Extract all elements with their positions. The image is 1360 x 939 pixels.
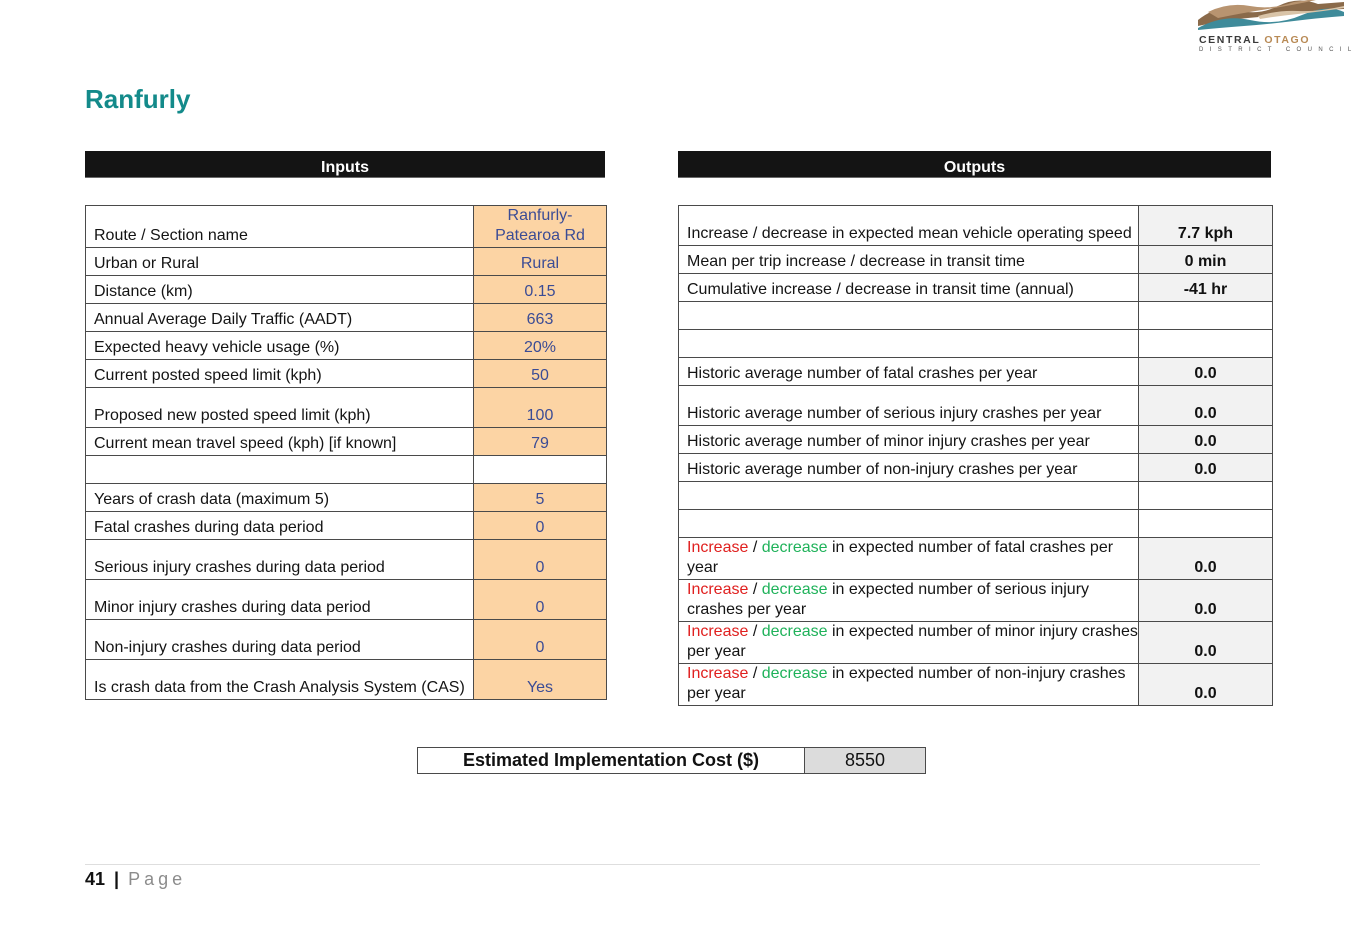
outputs-header: Outputs [678,151,1271,178]
decrease-word: decrease [761,539,828,556]
output-label: Historic average number of non-injury crashes per year [679,454,1139,482]
output-row [679,426,1273,454]
input-row [86,276,607,304]
output-label: Mean per trip increase / decrease in transit time [679,246,1139,274]
page-number: 41 [85,869,106,889]
input-value [474,456,607,484]
input-label: Annual Average Daily Traffic (AADT) [86,304,474,332]
output-label-text: in expected number of minor injury crashes per year [687,623,1138,660]
slash-separator: / [748,539,762,556]
input-row [86,248,607,276]
input-value: 0.15 [474,276,607,304]
output-label: Historic average number of serious injury crashes per year [679,386,1139,426]
output-label: Cumulative increase / decrease in transit time (annual) [679,274,1139,302]
output-row [679,622,1273,664]
decrease-word: decrease [761,581,828,598]
increase-word: Increase [687,665,749,682]
input-value: 50 [474,360,607,388]
output-label [679,482,1139,510]
input-value: 663 [474,304,607,332]
input-label: Is crash data from the Crash Analysis System (CAS) [86,660,474,700]
output-row [679,358,1273,386]
output-row [679,246,1273,274]
output-label [679,330,1139,358]
output-label [679,580,1139,622]
input-value: Ranfurly- Patearoa Rd [474,206,607,248]
output-value: 0.0 [1139,426,1273,454]
output-value: 0 min [1139,246,1273,274]
logo-wordmark: CENTRAL OTAGO [1199,34,1311,46]
output-label [679,510,1139,538]
output-label: Increase / decrease in expected mean vehicle operating speed [679,206,1139,246]
input-value: 0 [474,512,607,540]
implementation-cost-value: 8550 [805,748,925,773]
output-label-text: in expected number of fatal crashes per year [687,539,1114,576]
output-value: 0.0 [1139,538,1273,580]
logo-subtitle: DISTRICT COUNCIL [1199,47,1358,53]
output-row [679,330,1273,358]
page-title: Ranfurly [85,84,191,114]
input-row [86,360,607,388]
input-row [86,388,607,428]
input-row [86,512,607,540]
output-label [679,664,1139,706]
input-row [86,484,607,512]
input-value: 5 [474,484,607,512]
input-value: 100 [474,388,607,428]
page-word: Page [128,869,187,889]
output-row [679,482,1273,510]
input-label: Urban or Rural [86,248,474,276]
output-label-text: in expected number of serious injury crashes per year [687,581,1090,618]
output-value: 0.0 [1139,580,1273,622]
output-row [679,580,1273,622]
input-label [86,456,474,484]
decrease-word: decrease [761,665,828,682]
output-row [679,510,1273,538]
input-label: Route / Section name [86,206,474,248]
inputs-table [85,205,607,700]
input-value: 0 [474,620,607,660]
implementation-cost-box [417,747,926,774]
input-row [86,540,607,580]
output-value: 0.0 [1139,386,1273,426]
output-label [679,538,1139,580]
input-row [86,660,607,700]
input-label: Current mean travel speed (kph) [if known] [86,428,474,456]
input-row [86,332,607,360]
input-value: 79 [474,428,607,456]
output-value: -41 hr [1139,274,1273,302]
output-value: 0.0 [1139,664,1273,706]
landscape-stripes-icon [1198,0,1344,30]
slash-separator: / [748,665,762,682]
footer-divider [85,864,1260,865]
output-row [679,664,1273,706]
output-label [679,302,1139,330]
output-row [679,274,1273,302]
page-footer [85,869,186,890]
input-label: Expected heavy vehicle usage (%) [86,332,474,360]
output-value [1139,510,1273,538]
increase-word: Increase [687,623,749,640]
input-value: Rural [474,248,607,276]
input-value: Yes [474,660,607,700]
input-label: Years of crash data (maximum 5) [86,484,474,512]
output-value: 7.7 kph [1139,206,1273,246]
input-label: Serious injury crashes during data period [86,540,474,580]
output-value [1139,482,1273,510]
output-value [1139,302,1273,330]
input-label: Current posted speed limit (kph) [86,360,474,388]
inputs-header: Inputs [85,151,605,178]
increase-word: Increase [687,581,749,598]
slash-separator: / [748,623,762,640]
output-value: 0.0 [1139,622,1273,664]
input-row [86,580,607,620]
input-label: Minor injury crashes during data period [86,580,474,620]
output-value: 0.0 [1139,358,1273,386]
output-label: Historic average number of fatal crashes per year [679,358,1139,386]
output-row [679,454,1273,482]
input-value: 20% [474,332,607,360]
input-row [86,206,607,248]
output-row [679,386,1273,426]
output-row [679,538,1273,580]
output-row [679,206,1273,246]
increase-word: Increase [687,539,749,556]
implementation-cost-label: Estimated Implementation Cost ($) [418,748,805,773]
output-value [1139,330,1273,358]
output-label [679,622,1139,664]
decrease-word: decrease [761,623,828,640]
output-label: Historic average number of minor injury crashes per year [679,426,1139,454]
council-logo [1196,0,1358,58]
input-label: Proposed new posted speed limit (kph) [86,388,474,428]
output-label-text: in expected number of non-injury crashes per year [687,665,1126,702]
input-value: 0 [474,540,607,580]
output-value: 0.0 [1139,454,1273,482]
outputs-table [678,205,1273,706]
page-separator: | [114,869,120,889]
input-label: Fatal crashes during data period [86,512,474,540]
input-value: 0 [474,580,607,620]
input-row [86,456,607,484]
input-label: Non-injury crashes during data period [86,620,474,660]
input-label: Distance (km) [86,276,474,304]
output-row [679,302,1273,330]
slash-separator: / [748,581,762,598]
input-row [86,304,607,332]
input-row [86,620,607,660]
input-row [86,428,607,456]
